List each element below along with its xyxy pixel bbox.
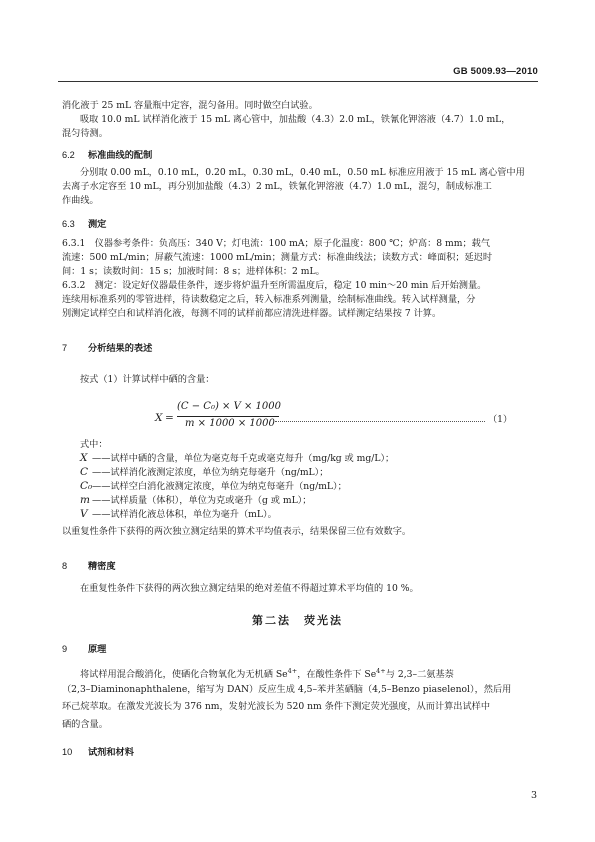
section-title: 标准曲线的配制 (88, 150, 153, 160)
variable-symbol: C₀ (80, 480, 93, 492)
section-title: 试剂和材料 (88, 747, 134, 757)
section-7-heading (62, 340, 152, 354)
section-10-heading (62, 744, 134, 758)
formula-number: （1） (488, 414, 513, 425)
variable-description: ——试样消化液测定浓度，单位为纳克每毫升（ng/mL）； (92, 467, 329, 478)
formula-equals: = (165, 412, 174, 424)
superscript: 4+ (287, 667, 298, 675)
body-line: 按式（1）计算试样中硒的含量： (80, 374, 215, 385)
header-rule (58, 81, 538, 82)
section-title: 原理 (88, 644, 107, 654)
variable-symbol: X (80, 452, 88, 464)
section-number: 7 (62, 343, 68, 353)
section-number: 9 (62, 644, 68, 654)
section-title: 分析结果的表述 (88, 343, 153, 353)
body-line: 消化液于 25 mL 容量瓶中定容，混匀备用。同时做空白试验。 (62, 100, 318, 111)
section-number: 6.2 (62, 150, 75, 160)
body-line: 环己烷萃取。在激发光波长为 376 nm，发射光波长为 520 nm 条件下测定荧光强度，从而计算出试样中 (62, 701, 491, 712)
body-line: 6.3.1 仪器参考条件：负高压：340 V；灯电流：100 mA；原子化温度：800 ℃；炉高：8 mm；载气 (62, 238, 491, 249)
variable-description: ——试样质量（体积），单位为克或毫升（g 或 mL）； (92, 495, 312, 506)
body-line: 流速：500 mL/min；屏蔽气流速：1000 mL/min；测量方式：标准曲线法；读数方式：峰面积；延迟时 (62, 252, 493, 263)
body-line: 硒的含量。 (62, 719, 108, 730)
body-line: 混匀待测。 (62, 128, 108, 139)
dot-leader (275, 413, 485, 422)
text-run: 与 2,3–二氨基萘 (385, 669, 454, 681)
formula-denominator: m × 1000 × 1000 (185, 418, 275, 429)
section-number: 10 (62, 747, 73, 757)
section-title: 测定 (88, 219, 107, 229)
variable-description: ——试样消化液总体积，单位为毫升（mL）。 (92, 509, 277, 520)
standard-code-header: GB 5009.93—2010 (453, 66, 538, 77)
body-line: 连续用标准系列的零管进样，待读数稳定之后，转入标准系列测量，绘制标准曲线。转入试样测量，分 (62, 294, 476, 305)
section-number: 6.3 (62, 219, 75, 229)
text-run: ，在酸性条件下 Se (297, 669, 377, 681)
formula-lhs: X (155, 412, 163, 424)
body-line: 以重复性条件下获得的两次独立测定结果的算术平均值表示，结果保留三位有效数字。 (62, 526, 412, 537)
body-line: 分别取 0.00 mL，0.10 mL，0.20 mL，0.30 mL，0.40 mL，0.50 mL 标准应用液于 15 mL 离心管中用 (80, 167, 525, 178)
section-9-heading (62, 641, 106, 655)
body-line: 在重复性条件下获得的两次独立测定结果的绝对差值不得超过算术平均值的 10 %。 (80, 583, 419, 594)
section-6-3-heading (62, 216, 106, 230)
body-line: 间：1 s；读数时间：15 s；加液时间：8 s；进样体积：2 mL。 (62, 266, 325, 277)
fraction-bar (177, 416, 279, 417)
section-8-heading (62, 558, 116, 572)
section-number: 8 (62, 561, 68, 571)
body-line: 别测定试样空白和试样消化液，每测不同的试样前都应清洗进样器。试样测定结果按 7 计算。 (62, 308, 442, 319)
variable-definition (0, 452, 595, 465)
variable-symbol: m (80, 494, 90, 506)
variable-definition (0, 466, 595, 479)
variable-definition (0, 494, 595, 507)
body-line (0, 665, 595, 681)
variable-definition (0, 508, 595, 521)
method-title: 第二法 荧光法 (252, 615, 343, 627)
body-line: 去离子水定容至 10 mL，再分别加盐酸（4.3）2 mL，铁氰化钾溶液（4.7）1.0 mL，混匀，制成标准工 (62, 181, 492, 192)
section-6-2-heading (62, 147, 152, 161)
variable-symbol: V (80, 508, 88, 520)
formula-numerator: (C − C₀) × V × 1000 (177, 401, 281, 412)
superscript: 4+ (376, 667, 386, 675)
text-run: 将试样用混合酸消化，使硒化合物氧化为无机硒 Se (80, 669, 288, 681)
body-line: 6.3.2 测定：设定好仪器最佳条件，逐步将炉温升至所需温度后，稳定 10 min～20 min 后开始测量。 (62, 280, 487, 291)
variable-definition (0, 480, 595, 493)
body-line: 作曲线。 (62, 195, 99, 206)
body-line: 吸取 10.0 mL 试样消化液于 15 mL 离心管中，加盐酸（4.3）2.0 mL，铁氰化钾溶液（4.7）1.0 mL， (80, 114, 511, 125)
formula-1 (155, 401, 513, 435)
variable-description: ——试样中硒的含量，单位为毫克每千克或毫克每升（mg/kg 或 mg/L）； (92, 453, 395, 464)
body-line: （2,3–Diaminonaphthalene，缩写为 DAN）反应生成 4,5–苯并苤硒脑（4,5–Benzo piaselenol），然后用 (62, 684, 512, 695)
section-title: 精密度 (88, 561, 116, 571)
variable-description: ——试样空白消化液测定浓度，单位为纳克每毫升（ng/mL）； (92, 481, 347, 492)
variable-symbol: C (80, 466, 89, 478)
page-number: 3 (530, 790, 537, 801)
body-line: 式中： (80, 439, 108, 450)
